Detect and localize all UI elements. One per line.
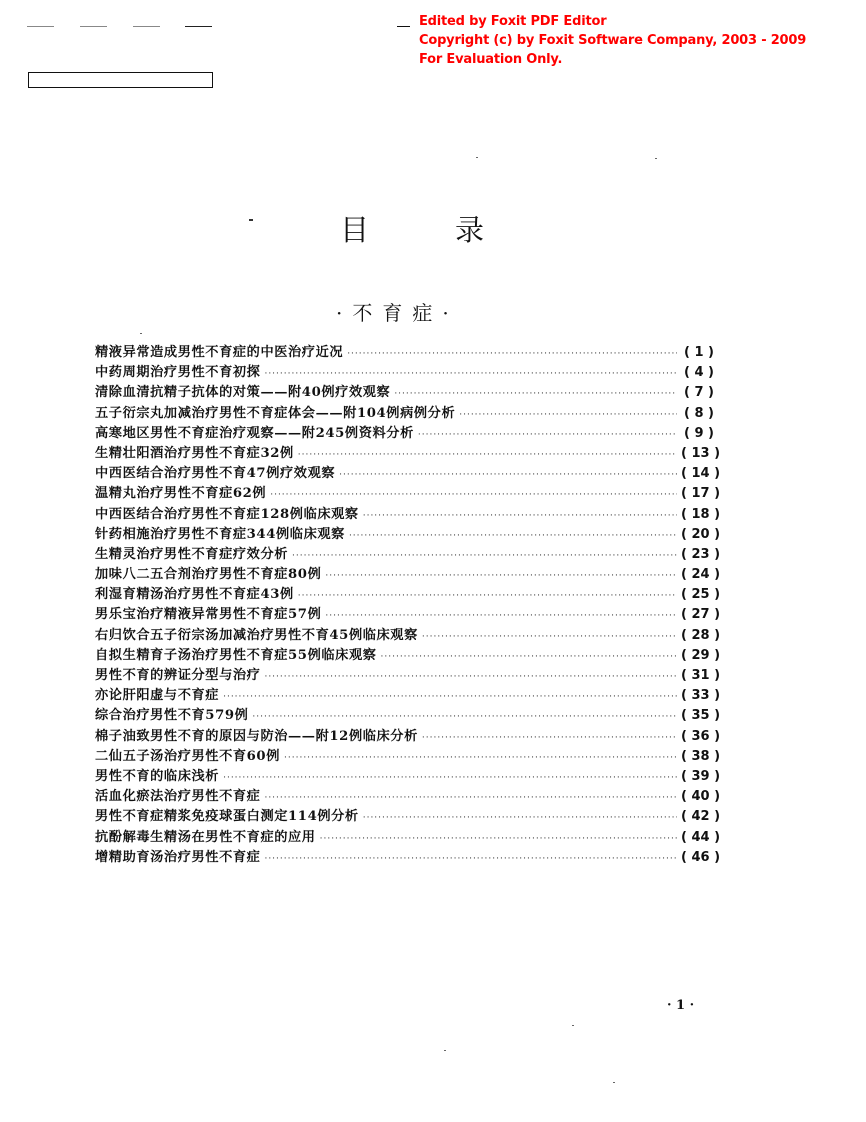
toc-entry[interactable] [95,747,717,767]
toc-entry-page: ( 46 ) [681,848,717,868]
toc-entry-page: ( 20 ) [681,525,717,545]
toc-entry-page: ( 4 ) [681,363,717,383]
toc-entry-title: 二仙五子汤治疗男性不育60例 [95,748,281,764]
header-box [28,72,213,88]
toc-entry[interactable] [95,646,717,666]
scan-speck [140,333,142,334]
watermark-line-3: For Evaluation Only. [419,52,563,67]
toc-entry[interactable] [95,444,717,464]
dot-leader [325,566,677,586]
toc-entry-page: ( 17 ) [681,484,717,504]
toc-entry-page: ( 35 ) [681,706,717,726]
header-rule-4 [185,26,212,27]
dot-leader [381,647,677,667]
toc-entry-title: 男性不育的临床浅析 [95,768,220,784]
watermark-line-1: Edited by Foxit PDF Editor [419,14,607,29]
toc-entry[interactable] [95,807,717,827]
toc-entry-page: ( 24 ) [681,565,717,585]
dot-leader [325,606,677,626]
toc-entry-title: 中药周期治疗男性不育初探 [95,365,261,381]
toc-entry[interactable] [95,484,717,504]
toc-entry[interactable] [95,383,717,403]
toc-entry[interactable] [95,363,717,383]
toc-entry-page: ( 9 ) [681,424,717,444]
header-rule-3 [133,26,160,27]
dot-leader [223,687,677,707]
dot-leader [363,506,677,526]
toc-entry-page: ( 14 ) [681,464,717,484]
toc-entry-page: ( 38 ) [681,747,717,767]
dot-leader [349,526,677,546]
toc-entry-title: 精液异常造成男性不育症的中医治疗近况 [95,345,344,360]
toc-entry-page: ( 44 ) [681,828,717,848]
toc-entry-title: 高寒地区男性不育症治疗观察——附245例资料分析 [95,425,414,441]
toc-entry-title: 活血化瘀法治疗男性不育症 [95,789,261,805]
toc-entry-title: 生精灵治疗男性不育症疗效分析 [95,546,289,562]
toc-entry-page: ( 13 ) [681,444,717,464]
toc-entry[interactable] [95,767,717,787]
toc-entry[interactable] [95,343,717,363]
toc-entry-title: 亦论肝阳虚与不育症 [95,688,220,704]
toc-entry-title: 抗酚解毒生精汤在男性不育症的应用 [95,829,316,845]
toc-entry[interactable] [95,828,717,848]
toc-entry-title: 温精丸治疗男性不育症62例 [95,486,267,502]
dot-leader [422,627,677,647]
toc-entry[interactable] [95,565,717,585]
scan-speck [476,157,478,158]
dot-leader [298,586,677,606]
toc-entry[interactable] [95,787,717,807]
table-of-contents [95,343,717,868]
dot-leader [223,768,677,788]
toc-entry-title: 男性不育的辨证分型与治疗 [95,668,261,683]
toc-entry-title: 右归饮合五子衍宗汤加减治疗男性不育45例临床观察 [95,627,418,643]
toc-entry-title: 中西医结合治疗男性不育47例疗效观察 [95,466,336,482]
dot-leader [270,485,677,505]
header-rule-1 [27,26,54,27]
toc-entry[interactable] [95,706,717,726]
dot-leader [264,364,677,384]
scan-speck [613,1082,615,1083]
toc-entry-page: ( 25 ) [681,585,717,605]
toc-entry-title: 综合治疗男性不育579例 [95,708,249,724]
toc-entry-title: 清除血清抗精子抗体的对策——附40例疗效观察 [95,385,391,401]
toc-entry-page: ( 42 ) [681,807,717,827]
foxit-watermark [419,12,806,69]
toc-entry-title: 男乐宝治疗精液异常男性不育症57例 [95,607,322,623]
toc-entry[interactable] [95,464,717,484]
toc-entry[interactable] [95,848,717,868]
watermark-dash [397,26,410,27]
dot-leader [284,748,677,768]
toc-entry[interactable] [95,545,717,565]
toc-entry-title: 自拟生精育子汤治疗男性不育症55例临床观察 [95,647,377,663]
toc-entry[interactable] [95,424,717,444]
toc-entry-title: 男性不育症精浆免疫球蛋白测定114例分析 [95,809,359,825]
toc-entry-title: 生精壮阳酒治疗男性不育症32例 [95,445,294,461]
toc-entry-page: ( 33 ) [681,686,717,706]
watermark-line-2: Copyright (c) by Foxit Software Company, 2003 - 2009 [419,33,807,48]
toc-entry-page: ( 7 ) [681,383,717,403]
toc-entry[interactable] [95,505,717,525]
page-number: · 1 · [667,998,695,1013]
dot-leader [418,425,677,445]
toc-entry-title: 棉子油致男性不育的原因与防治——附12例临床分析 [95,728,418,744]
toc-entry[interactable] [95,525,717,545]
toc-entry-title: 针药相施治疗男性不育症344例临床观察 [95,526,345,542]
toc-entry-page: ( 28 ) [681,626,717,646]
dot-leader [264,667,677,687]
header-rule-2 [80,26,107,27]
toc-entry-page: ( 18 ) [681,505,717,525]
dot-leader [292,546,677,566]
toc-entry-title: 加味八二五合剂治疗男性不育症80例 [95,567,322,583]
dot-leader [347,344,677,364]
toc-entry-page: ( 23 ) [681,545,717,565]
dot-leader [459,405,677,425]
toc-entry-page: ( 8 ) [681,404,717,424]
section-heading: ·不育症· [336,301,459,325]
toc-entry[interactable] [95,404,717,424]
page-title [0,212,866,252]
toc-entry-page: ( 29 ) [681,646,717,666]
dot-leader [320,829,677,849]
scan-speck [444,1050,446,1051]
dot-leader [264,849,677,869]
toc-entry[interactable] [95,727,717,747]
toc-entry-page: ( 40 ) [681,787,717,807]
toc-entry-page: ( 27 ) [681,605,717,625]
toc-entry[interactable] [95,626,717,646]
toc-entry-page: ( 31 ) [681,666,717,686]
dot-leader [363,808,677,828]
dot-leader [422,728,677,748]
dot-leader [252,707,677,727]
toc-entry[interactable] [95,605,717,625]
toc-entry[interactable] [95,686,717,706]
toc-entry-title: 中西医结合治疗男性不育症128例临床观察 [95,506,359,522]
scan-speck [655,158,657,159]
toc-entry[interactable] [95,666,717,686]
toc-entry-page: ( 39 ) [681,767,717,787]
page-title-char-2: 录 [455,213,485,247]
toc-entry-page: ( 36 ) [681,727,717,747]
toc-entry[interactable] [95,585,717,605]
toc-entry-title: 增精助育汤治疗男性不育症 [95,849,261,865]
toc-entry-page: ( 1 ) [681,343,717,363]
dot-leader [264,788,677,808]
toc-entry-title: 五子衍宗丸加减治疗男性不育症体会——附104例病例分析 [95,405,456,421]
dot-leader [394,384,677,404]
scan-speck [572,1025,574,1026]
page-title-char-1: 目 [340,213,370,247]
dot-leader [339,465,677,485]
toc-entry-title: 利湿育精汤治疗男性不育症43例 [95,587,294,603]
dot-leader [298,445,677,465]
